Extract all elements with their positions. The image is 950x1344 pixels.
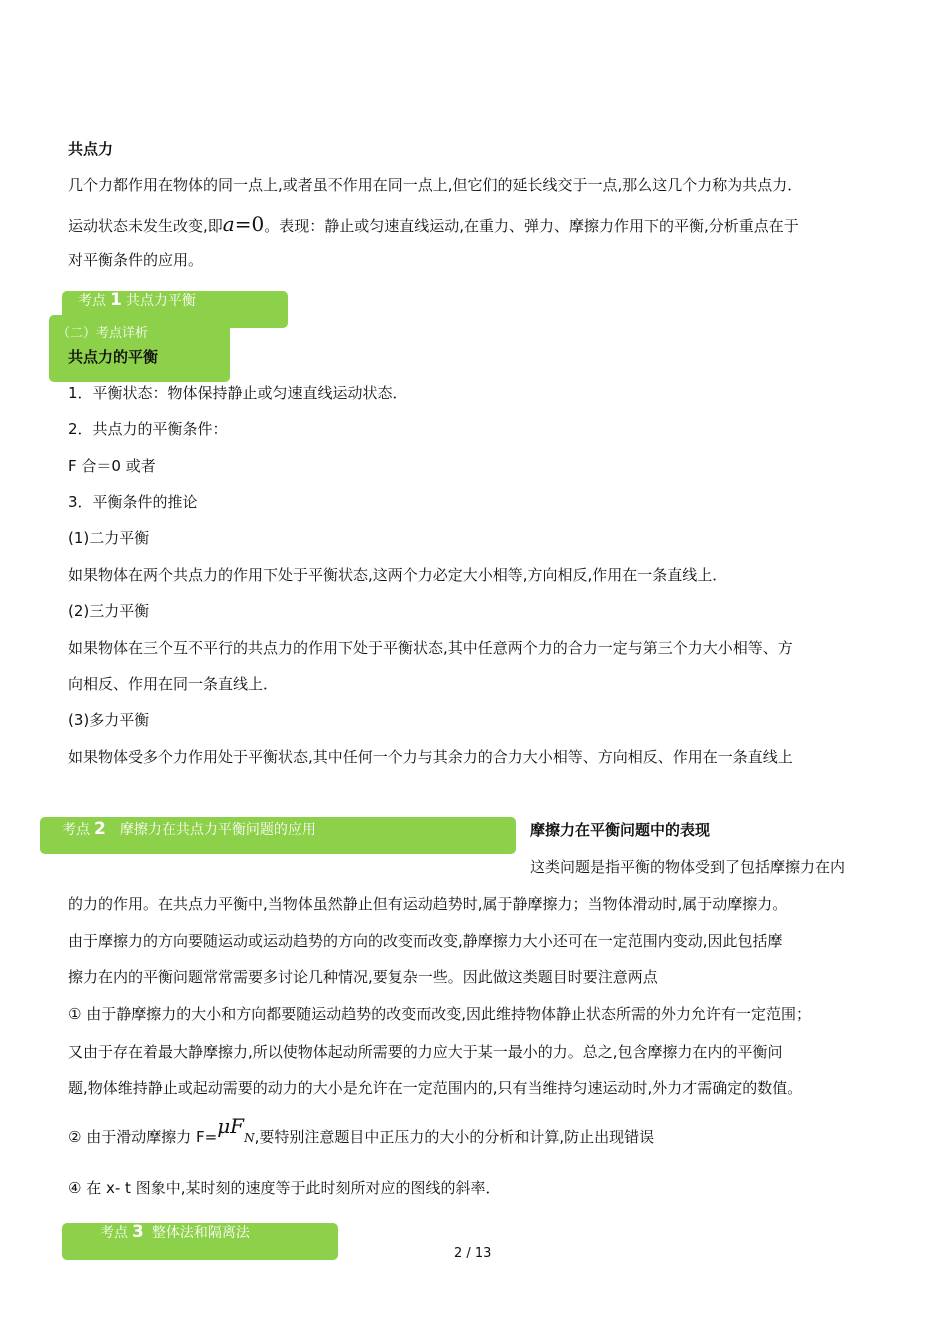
paragraph-balance-state xyxy=(68,213,799,237)
paragraph-friction-1: 这类问题是指平衡的物体受到了包括摩擦力在内 xyxy=(530,858,846,876)
badge-label-row xyxy=(62,819,316,839)
paragraph-application: 对平衡条件的应用。 xyxy=(68,251,204,269)
paragraph-text: 。表现：静止或匀速直线运动,在重力、弹力、摩擦力作用下的平衡,分析重点在于 xyxy=(264,217,799,235)
formula-eq-zero: =0 xyxy=(234,212,265,236)
list-item-3: F 合＝0 或者 xyxy=(68,457,156,475)
formula-a: a xyxy=(222,212,235,236)
paragraph-three-force-1: 如果物体在三个互不平行的共点力的作用下处于平衡状态,其中任意两个力的合力一定与第三个力大小相等、方 xyxy=(68,639,793,657)
kaodian-2-badge xyxy=(40,817,516,854)
point-2-text: ② 由于滑动摩擦力 F= xyxy=(68,1128,218,1146)
kaodian-3-badge xyxy=(62,1223,338,1260)
badge-label: 摩擦力在共点力平衡问题的应用 xyxy=(119,822,316,838)
section-title-pingheng: 共点力的平衡 xyxy=(68,348,159,366)
paragraph-friction-4: 擦力在内的平衡问题常常需要多讨论几种情况,要复杂一些。因此做这类题目时要注意两点 xyxy=(68,968,658,986)
point-4-line: ④ 在 x- t 图象中,某时刻的速度等于此时刻所对应的图线的斜率． xyxy=(68,1179,501,1197)
paragraph-two-force: 如果物体在两个共点力的作用下处于平衡状态,这两个力必定大小相等,方向相反,作用在一条直线上． xyxy=(68,566,728,584)
point-1-line-1: ① 由于静摩擦力的大小和方向都要随运动趋势的改变而改变,因此维持物体静止状态所需的外力允许有一定范围； xyxy=(68,1005,811,1023)
badge-prefix: 考点 xyxy=(62,822,90,838)
paragraph-text: 运动状态未发生改变,即 xyxy=(68,217,223,235)
point-2-text-rest: ,要特别注意题目中正压力的大小的分析和计算,防止出现错误 xyxy=(254,1128,655,1146)
formula-mu-fn xyxy=(217,1114,255,1145)
badge-prefix: 考点 xyxy=(78,293,106,309)
section-title-gongdianli: 共点力 xyxy=(68,140,114,158)
paragraph-multi-force: 如果物体受多个力作用处于平衡状态,其中任何一个力与其余力的合力大小相等、方向相反、作用在一条直线上 xyxy=(68,748,793,766)
badge-label-row xyxy=(78,290,196,310)
paragraph-three-force-2: 向相反、作用在同一条直线上． xyxy=(68,675,279,693)
point-1-line-2: 又由于存在着最大静摩擦力,所以使物体起动所需要的力应大于某一最小的力。总之,包含摩擦力在内的平衡问 xyxy=(68,1043,783,1061)
badge-label: 共点力平衡 xyxy=(125,293,196,309)
paragraph-friction-3: 由于摩擦力的方向要随运动或运动趋势的方向的改变而改变,静摩擦力大小还可在一定范围内变动,因此包括摩 xyxy=(68,932,783,950)
badge-label: 整体法和隔离法 xyxy=(151,1225,250,1241)
point-2-line xyxy=(68,1114,655,1153)
badge-number: 3 xyxy=(132,1222,144,1242)
badge-number: 2 xyxy=(94,819,106,839)
subheading-two-force: (1)二力平衡 xyxy=(68,529,150,547)
page-number: 2 / 13 xyxy=(454,1246,492,1261)
formula-sub-n: N xyxy=(244,1131,255,1145)
subheading-multi-force: (3)多力平衡 xyxy=(68,711,150,729)
badge-prefix: 考点 xyxy=(100,1225,128,1241)
badge-sub-label: （二）考点详析 xyxy=(57,326,149,341)
subheading-three-force: (2)三力平衡 xyxy=(68,602,150,620)
list-item-2: 2．共点力的平衡条件： xyxy=(68,420,228,438)
badge-label-row xyxy=(100,1222,250,1242)
list-item-1: 1．平衡状态：物体保持静止或匀速直线运动状态． xyxy=(68,384,408,402)
paragraph-friction-2: 的力的作用。在共点力平衡中,当物体虽然静止但有运动趋势时,属于静摩擦力；当物体滑动时,属于动摩擦力。 xyxy=(68,895,788,913)
section-title-mocali: 摩擦力在平衡问题中的表现 xyxy=(530,821,711,839)
paragraph-definition: 几个力都作用在物体的同一点上,或者虽不作用在同一点上,但它们的延长线交于一点,那么这几个力称为共点力． xyxy=(68,176,803,194)
list-item-4: 3．平衡条件的推论 xyxy=(68,493,198,511)
formula-mu: μF xyxy=(217,1114,245,1138)
point-1-line-3: 题,物体维持静止或起动需要的动力的大小是允许在一定范围内的,只有当维持匀速运动时,外力才需确定的数值。 xyxy=(68,1079,803,1097)
badge-number: 1 xyxy=(110,290,122,310)
